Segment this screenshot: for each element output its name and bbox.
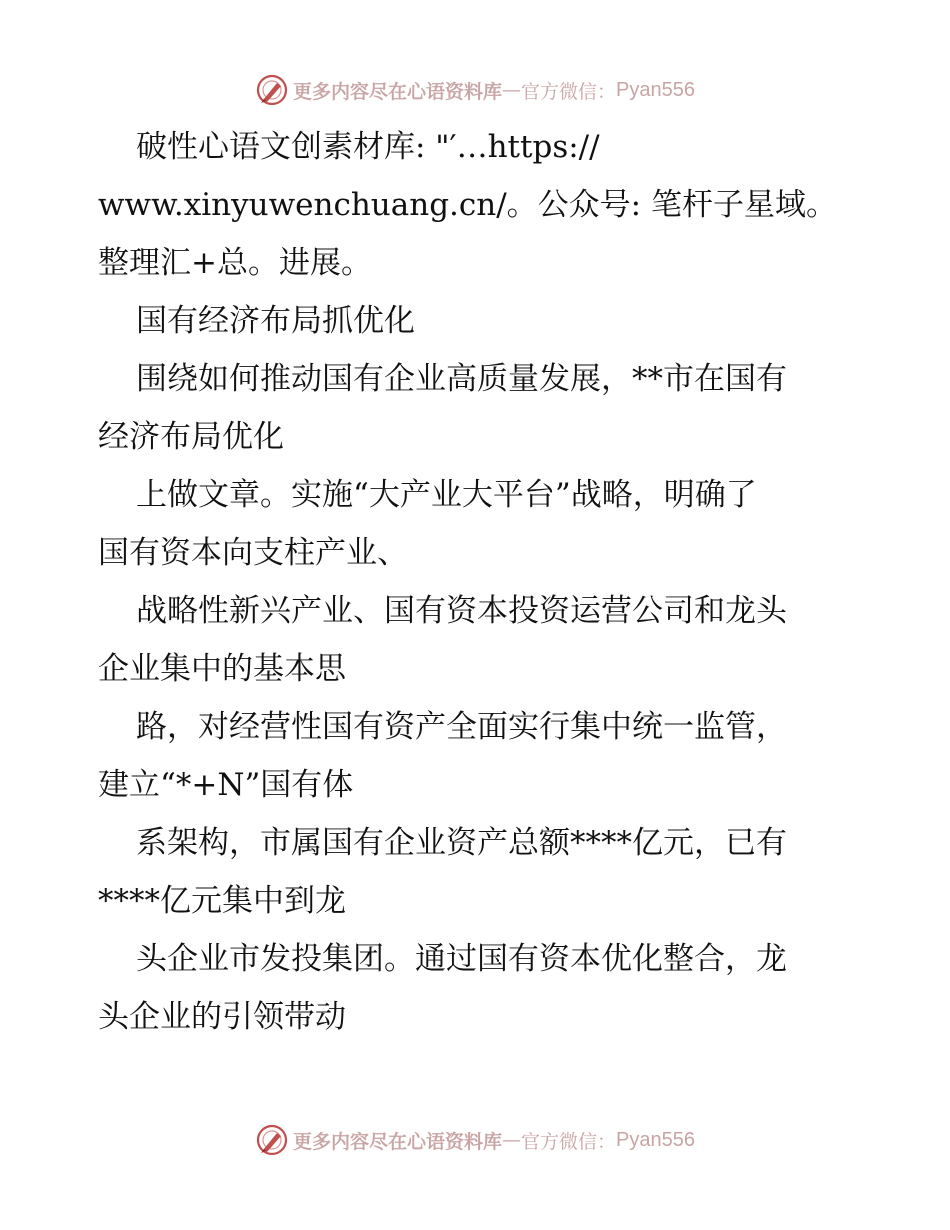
text-line: 破性心语文创素材库: "′…https://: [136, 129, 600, 165]
text-line: www.xinyuwenchuang.cn/。公众号: 笔杆子星域。: [98, 187, 837, 223]
text-line: 国有资本向支柱产业、: [98, 535, 408, 571]
footer-watermark-banner: [0, 1120, 950, 1160]
text-line: 建立“*+N”国有体: [98, 767, 354, 803]
document-body: [98, 118, 858, 1046]
text-line: 系架构，市属国有企业资产总额****亿元，已有: [136, 825, 787, 861]
wechat-id: Pyan556: [616, 78, 695, 101]
text-line: 头企业的引领带动: [98, 999, 346, 1035]
pen-logo-icon: [255, 73, 289, 107]
text-line: 整理汇+总。进展。: [98, 245, 372, 281]
banner-separator: —: [502, 79, 522, 101]
text-line: 路，对经营性国有资产全面实行集中统一监管，: [136, 709, 787, 745]
wechat-label: 官方微信：: [521, 80, 617, 103]
text-line: 头企业市发投集团。通过国有资本优化整合，龙: [136, 941, 787, 977]
brand-text: 更多内容尽在心语资料库: [293, 1130, 503, 1153]
text-line: 战略性新兴产业、国有资本投资运营公司和龙头: [136, 593, 787, 629]
text-line: 经济布局优化: [98, 419, 284, 455]
wechat-label: 官方微信：: [521, 1130, 617, 1153]
text-line: 国有经济布局抓优化: [136, 303, 415, 339]
wechat-id: Pyan556: [616, 1128, 695, 1151]
pen-logo-icon: [255, 1123, 289, 1157]
brand-text: 更多内容尽在心语资料库: [293, 80, 503, 103]
text-line: ****亿元集中到龙: [98, 883, 346, 919]
text-line: 上做文章。实施“大产业大平台”战略，明确了: [136, 477, 757, 513]
banner-separator: —: [502, 1129, 522, 1151]
text-line: 围绕如何推动国有企业高质量发展，**市在国有: [136, 361, 787, 397]
text-line: 企业集中的基本思: [98, 651, 346, 687]
header-watermark-banner: [0, 70, 950, 110]
